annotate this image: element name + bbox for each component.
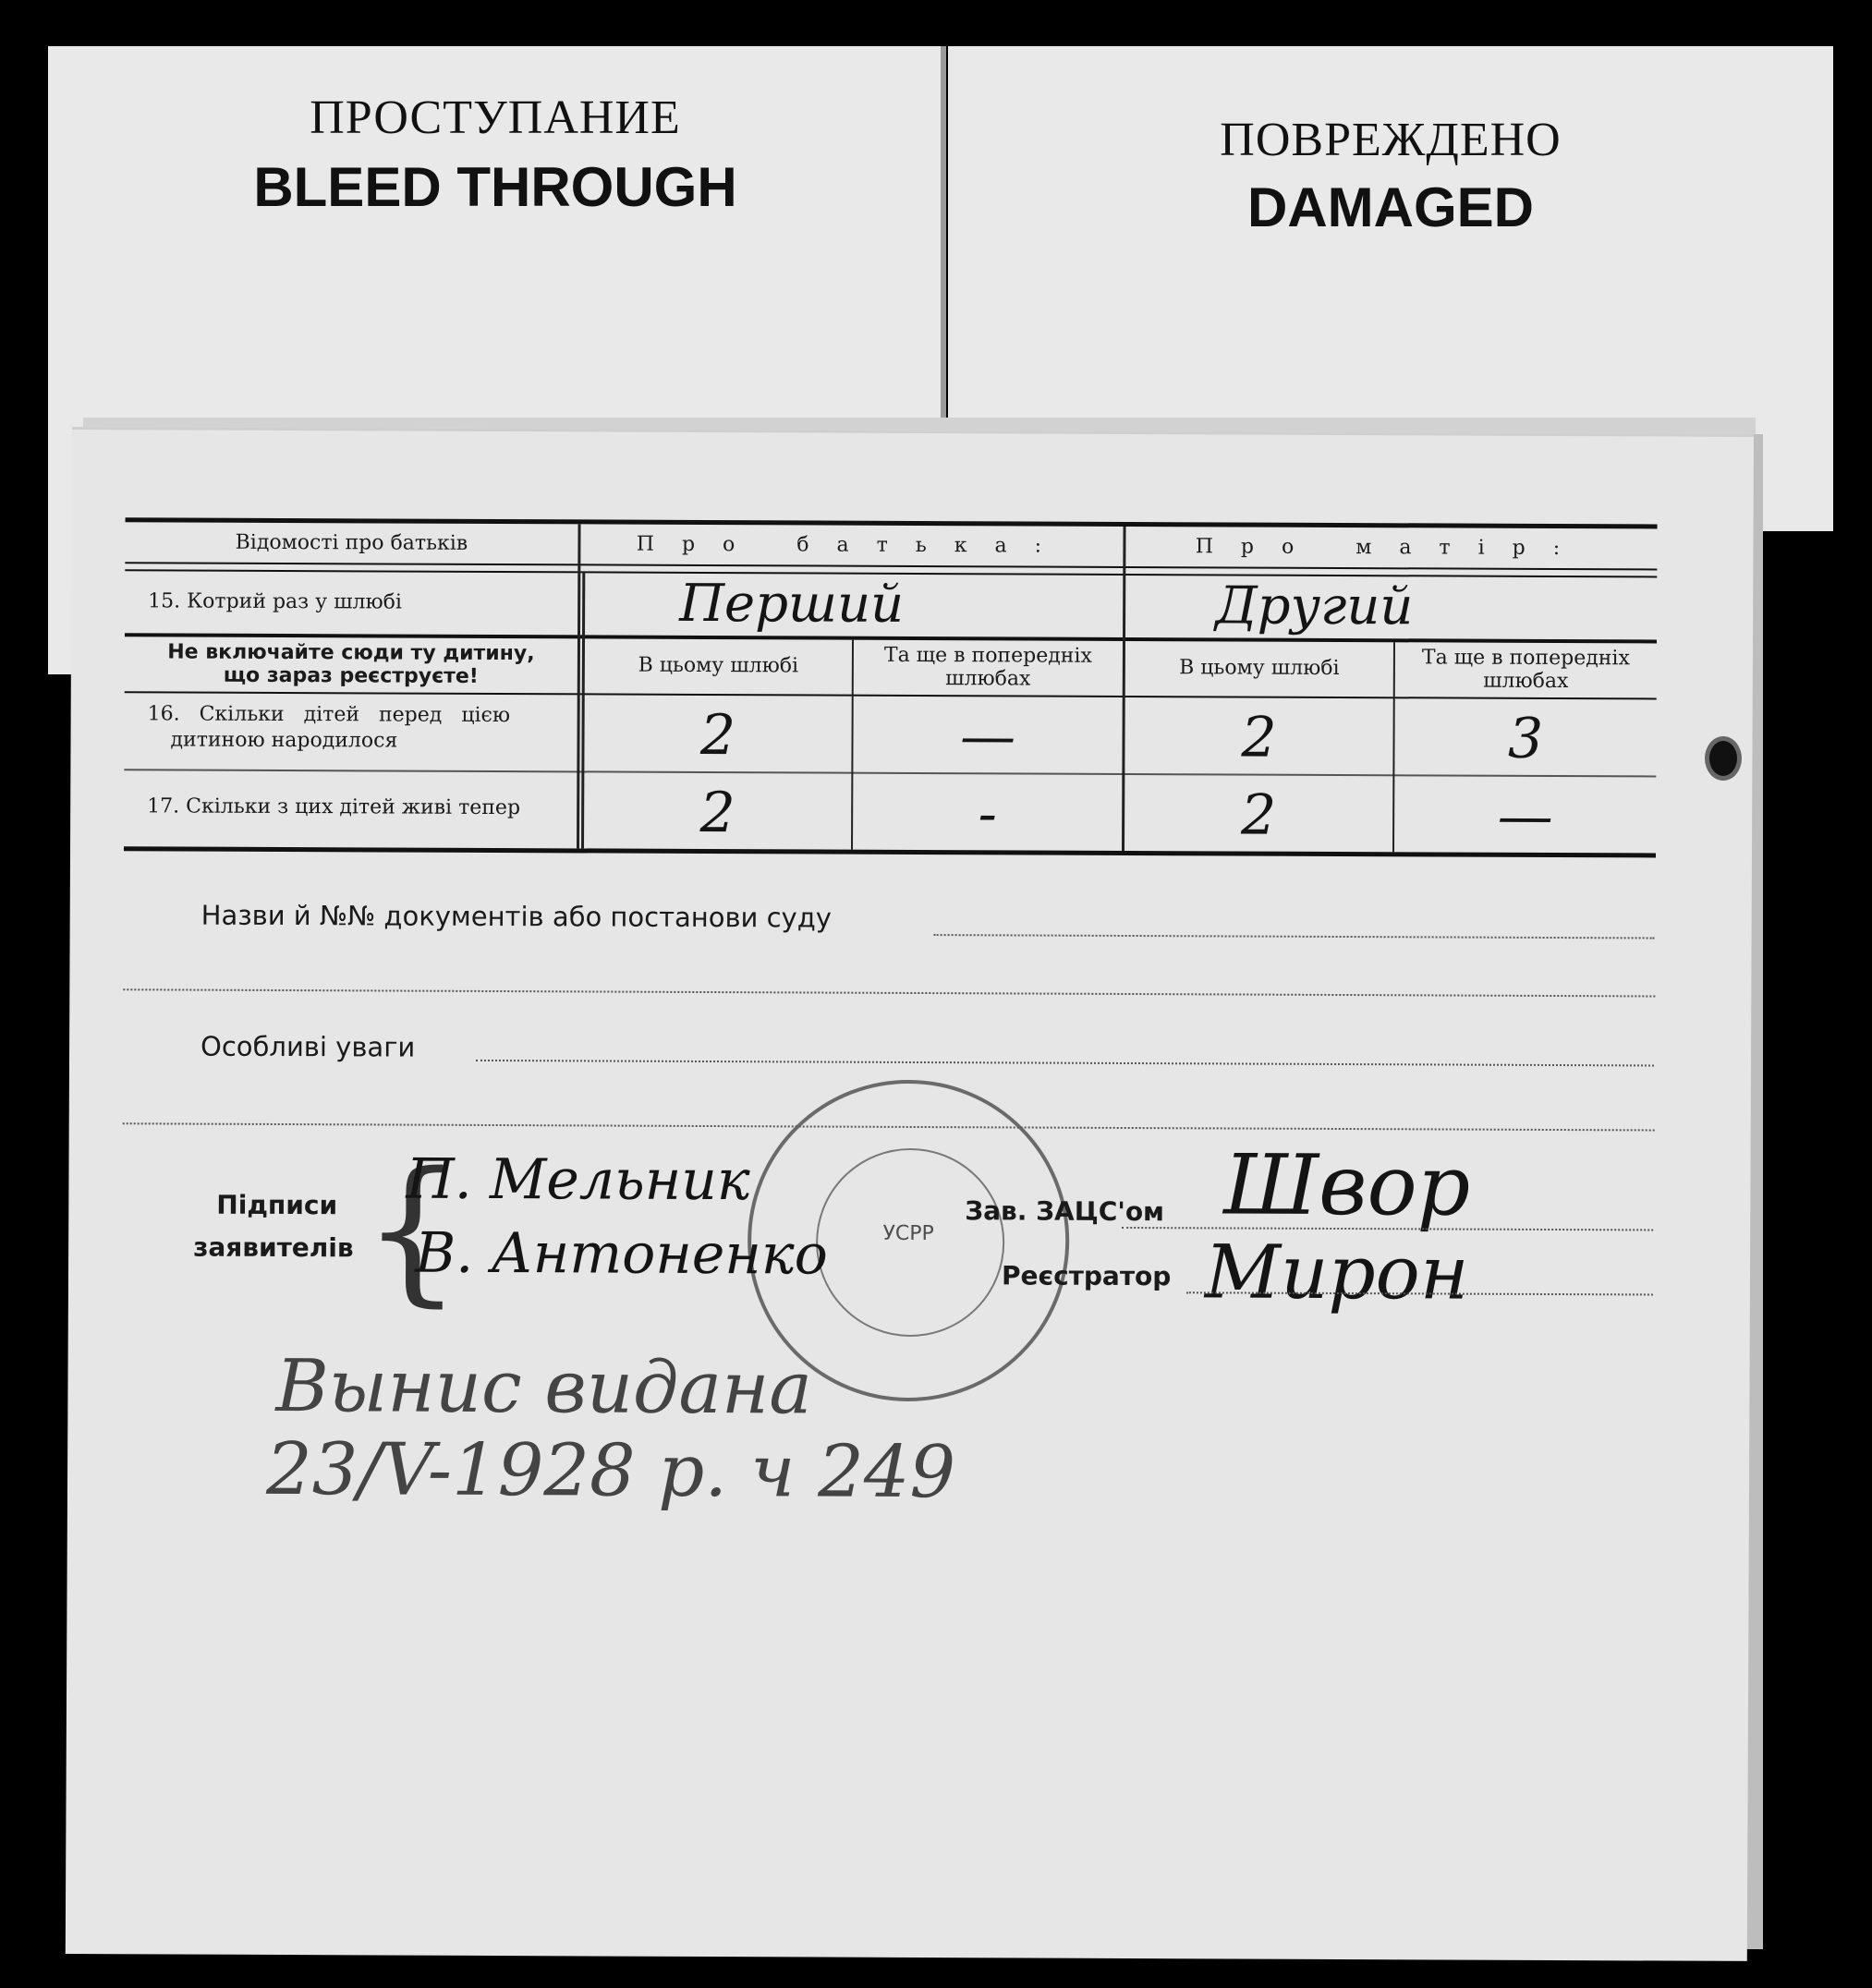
mother-prev-header-line1: Та ще в попередніх <box>1421 646 1630 671</box>
row17-mother-this: 2 <box>1240 782 1277 848</box>
stamp-text: УСРР <box>882 1221 934 1246</box>
row15-mother-value: Другий <box>1215 576 1414 637</box>
parents-table <box>126 517 1658 849</box>
row16-label-line2: дитиною народилося <box>170 728 398 753</box>
applicant2-signature: В. Антоненко <box>414 1220 828 1288</box>
notice-en-text: BLEED THROUGH <box>253 156 737 218</box>
exclude-note-line1: Не включайте сюди ту дитину, <box>167 640 535 666</box>
annotation-line1: Вынис видана <box>275 1344 813 1431</box>
documents-line <box>934 934 1655 939</box>
mother-prev-header-line2: шлюбах <box>1483 669 1569 694</box>
card-divider <box>941 46 946 434</box>
father-prev-header-line2: шлюбах <box>945 667 1031 691</box>
row15-father-value: Перший <box>679 573 905 635</box>
applicants-brace: { <box>361 1138 463 1322</box>
mother-this-marriage-header: В цьому шлюбі <box>1179 656 1340 680</box>
registrar-signature: Мирон <box>1204 1229 1469 1316</box>
row15-label: 15. Котрий раз у шлюбі <box>148 589 403 614</box>
applicants-label-line2: заявителів <box>193 1231 354 1264</box>
applicants-label-line1: Підписи <box>216 1189 338 1221</box>
punch-hole <box>1705 736 1742 781</box>
row16-father-prev: — <box>959 704 1016 770</box>
row17-father-prev: - <box>978 782 997 847</box>
row16-mother-prev: 3 <box>1507 706 1544 771</box>
head-registry-label: Зав. ЗАЦС'ом <box>965 1195 1165 1228</box>
exclude-note-line2: що зараз реєструєте! <box>223 663 479 688</box>
father-this-marriage-header: В цьому шлюбі <box>638 653 799 678</box>
table-rule-top <box>126 517 1658 528</box>
notice-ru-text: ПОВРЕЖДЕНО <box>1220 114 1562 166</box>
head-signature: Швор <box>1223 1136 1471 1235</box>
remarks-label: Особливі уваги <box>201 1030 416 1063</box>
table-rule <box>125 562 1657 570</box>
documents-label: Назви й №№ документів або постанови суду <box>201 899 833 934</box>
applicant1-signature: П. Мельник <box>406 1146 750 1214</box>
row17-mother-prev: — <box>1497 783 1553 849</box>
row16-mother-this: 2 <box>1241 705 1277 770</box>
notice-ru-text: ПРОСТУПАНИЕ <box>310 91 681 144</box>
header-parents-info: Відомості про батьків <box>235 530 468 555</box>
registrar-label: Реєстратор <box>1001 1260 1172 1292</box>
documents-line-2 <box>123 988 1655 997</box>
row16-father-this: 2 <box>699 702 736 769</box>
row17-father-this: 2 <box>699 780 735 846</box>
row17-label: 17. Скільки з цих дітей живі тепер <box>147 794 521 820</box>
notice-en-text: DAMAGED <box>1247 176 1534 238</box>
remarks-line <box>476 1060 1654 1067</box>
father-prev-header-line1: Та ще в попередніх <box>883 643 1092 668</box>
row16-label-line1: 16. Скільки дітей перед цією <box>147 702 511 728</box>
header-mother: Про матір: <box>1195 535 1588 561</box>
annotation-line2: 23/V-1928 р. ч 249 <box>265 1427 956 1515</box>
document-sheet <box>66 427 1754 1961</box>
header-father: Про батька: <box>636 532 1070 558</box>
